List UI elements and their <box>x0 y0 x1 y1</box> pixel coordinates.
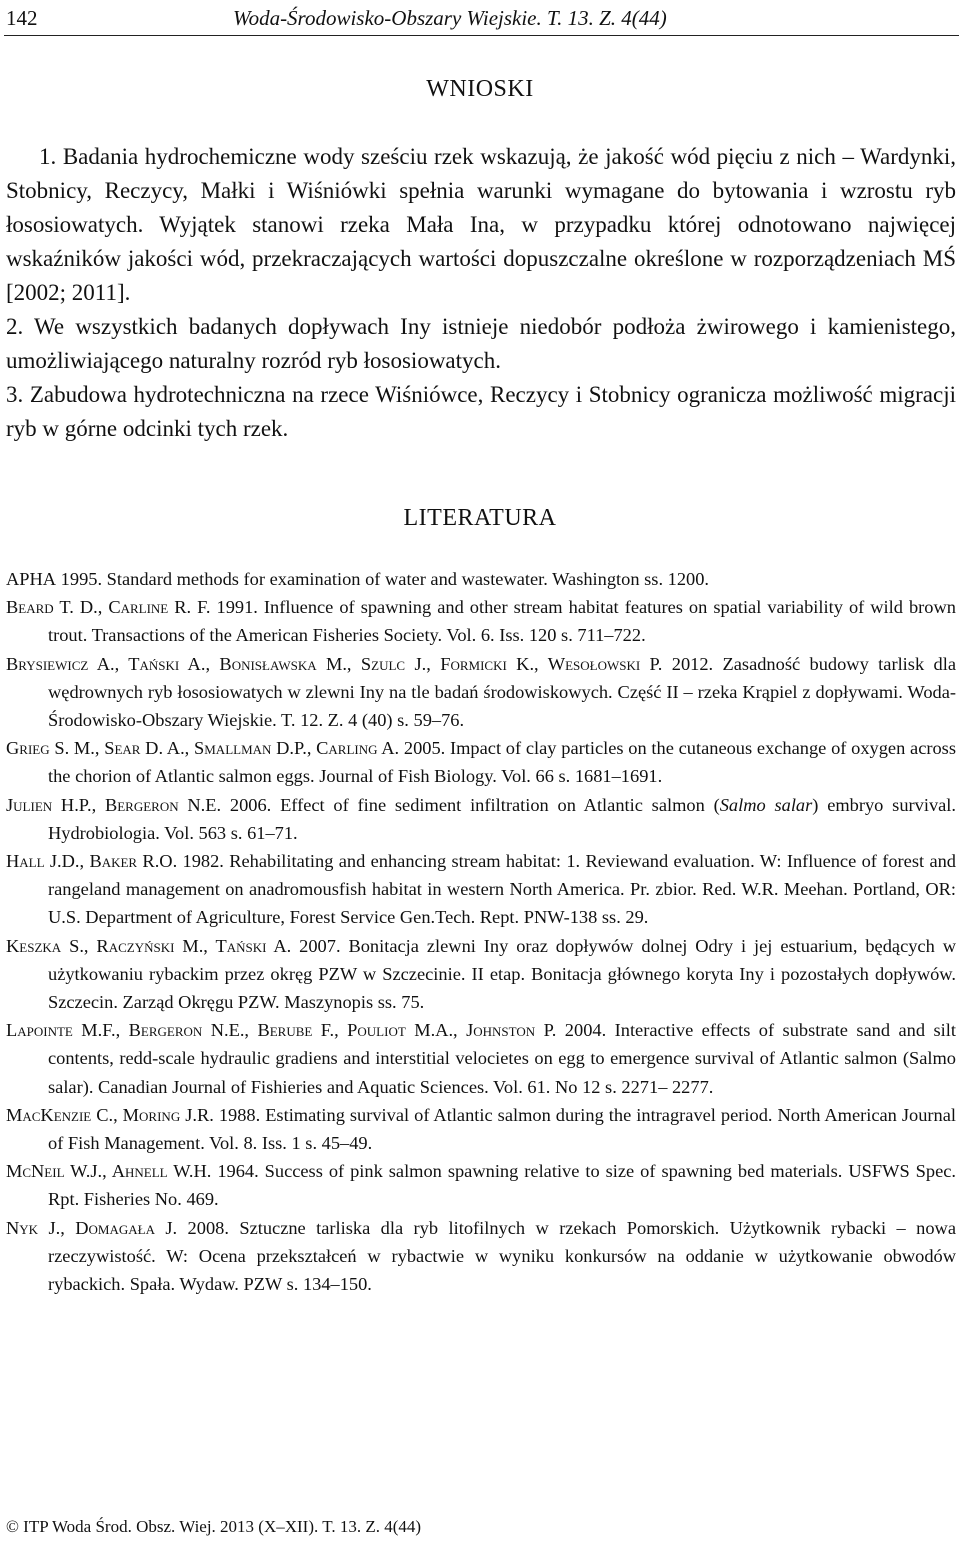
reference-text: 1982. Rehabilitating and enhancing stream habitat: 1. Reviewand evaluation. W: Influence of forest and rangeland management on anadromousfish habitat in western North America. Pr. zbior. Red. W.R. Meehan. Portland, OR: U.S. Department of Agriculture, Forest Service Gen.Tech. Rept. PNW-138 ss. 29. <box>48 851 956 928</box>
reference-entry <box>6 847 956 932</box>
reference-text: ) embryo survival. Hydrobiologia. Vol. 563 s. 61–71. <box>48 794 957 843</box>
reference-entry <box>6 650 956 735</box>
reference-text: 1991. Influence of spawning and other stream habitat features on spatial variability of wild brown trout. Transactions of the American Fisheries Society. Vol. 6. Iss. 120 s. 711–722. <box>48 597 956 646</box>
journal-title: Woda-Środowisko-Obszary Wiejskie. T. 13. Z. 4(44) <box>233 6 667 30</box>
reference-authors: APHA <box>6 569 57 589</box>
reference-entry <box>6 791 956 847</box>
header-rule <box>4 35 959 36</box>
reference-text: 2007. Bonitacja zlewni Iny oraz dopływów dolnej Odry i jej estuarium, będących w użytkowaniu rybackim przez okręg PZW w Szczecinie. II etap. Bonitacja głównego koryta Iny i pozostałych dopływów. Szczecin. Zarząd Okręgu PZW. Maszynopis ss. 75. <box>48 935 956 1013</box>
running-header <box>6 6 958 34</box>
reference-authors: Hall J.D., Baker R.O. <box>6 851 178 872</box>
reference-authors: MacKenzie C., Moring J.R. <box>6 1104 214 1125</box>
reference-text: 2004. Interactive effects of substrate sand and silt contents, redd-scale hydraulic gradiens and interstitial velocietes on egg to emergence survival of Atlantic salmon (Salmo salar). Canadian Journal of Fishieries and Aquatic Sciences. Vol. 61. No 12 s. 2271– 2277. <box>48 1020 956 1097</box>
reference-entry <box>6 1016 956 1101</box>
references-list <box>6 565 956 1298</box>
reference-text: 1995. Standard methods for examination of water and wastewater. Washington ss. 1200. <box>56 569 710 589</box>
reference-entry <box>6 932 956 1017</box>
reference-authors: Brysiewicz A., Tański A., Bonisławska M., Szulc J., Formicki K., Wesołowski P. <box>6 653 663 674</box>
reference-authors: Julien H.P., Bergeron N.E. <box>6 794 222 815</box>
copyright-footer: © ITP Woda Środ. Obsz. Wiej. 2013 (X–XII). T. 13. Z. 4(44) <box>6 1517 422 1536</box>
reference-authors: Beard T. D., Carline R. F. <box>6 597 211 618</box>
conclusion-item: 3. Zabudowa hydrotechniczna na rzece Wiśniówce, Reczycy i Stobnicy ogranicza możliwość migracji ryb w górne odcinki tych rzek. <box>6 382 956 441</box>
conclusions-heading: WNIOSKI <box>426 76 534 102</box>
conclusion-item: 2. We wszystkich badanych dopływach Iny istnieje niedobór podłoża żwirowego i kamienistego, umożliwiającego naturalny rozród ryb łososiowatych. <box>6 314 956 373</box>
reference-authors: McNeil W.J., Ahnell W.H. <box>6 1161 212 1182</box>
reference-entry <box>6 1157 956 1213</box>
reference-text: 2006. Effect of fine sediment infiltration on Atlantic salmon ( <box>221 794 720 815</box>
species-name: Salmo salar <box>719 794 813 815</box>
reference-text: 2008. Sztuczne tarliska dla ryb litofilnych w rzekach Pomorskich. Użytkownik rybacki – nowa rzeczywistość. W: Ocena przekształceń w rybactwie w wyniku konkursów na oddanie w użytkowanie obwodów rybackich. Spała. Wydaw. PZW s. 134–150. <box>48 1217 957 1295</box>
references-heading: LITERATURA <box>403 505 557 531</box>
reference-entry <box>6 593 956 649</box>
reference-authors: Nyk J., Domagała J. <box>6 1217 178 1238</box>
reference-text: 1964. Success of pink salmon spawning relative to size of spawning bed materials. USFWS Spec. Rpt. Fisheries No. 469. <box>48 1161 956 1210</box>
reference-text: 2005. Impact of clay particles on the cutaneous exchange of oxygen across the chorion of Atlantic salmon eggs. Journal of Fish Biology. Vol. 66 s. 1681–1691. <box>48 738 956 787</box>
reference-authors: Keszka S., Raczyński M., Tański A. <box>6 935 292 956</box>
reference-entry <box>6 1101 956 1157</box>
conclusions-body <box>6 140 956 446</box>
reference-entry <box>6 565 956 593</box>
reference-text: 1988. Estimating survival of Atlantic salmon during the intragravel period. North American Journal of Fish Management. Vol. 8. Iss. 1 s. 45–49. <box>48 1104 957 1154</box>
reference-authors: Lapointe M.F., Bergeron N.E., Berube F., Pouliot M.A., Johnston P. <box>6 1020 557 1041</box>
reference-entry <box>6 1214 956 1299</box>
reference-entry <box>6 734 956 790</box>
page-number: 142 <box>6 6 38 30</box>
conclusion-item: 1. Badania hydrochemiczne wody sześciu rzek wskazują, że jakość wód pięciu z nich – Wardynki, Stobnicy, Reczycy, Małki i Wiśniówki spełnia warunki wymagane do bytowania i wzrostu ryb łososiowatych. Wyjątek stanowi rzeka Mała Ina, w przypadku której odnotowano najwięcej wskaźników jakości wód, przekraczających wartości dopuszczalne określone w rozporządzeniach MŚ [2002; 2011]. <box>6 144 956 305</box>
reference-text: 2012. Zasadność budowy tarlisk dla wędrownych ryb łososiowatych w zlewni Iny na tle badań środowiskowych. Część II – rzeka Krąpiel z dopływami. Woda-Środowisko-Obszary Wiejskie. T. 12. Z. 4 (40) s. 59–76. <box>48 653 957 731</box>
reference-authors: Grieg S. M., Sear D. A., Smallman D.P., Carling A. <box>6 738 400 759</box>
